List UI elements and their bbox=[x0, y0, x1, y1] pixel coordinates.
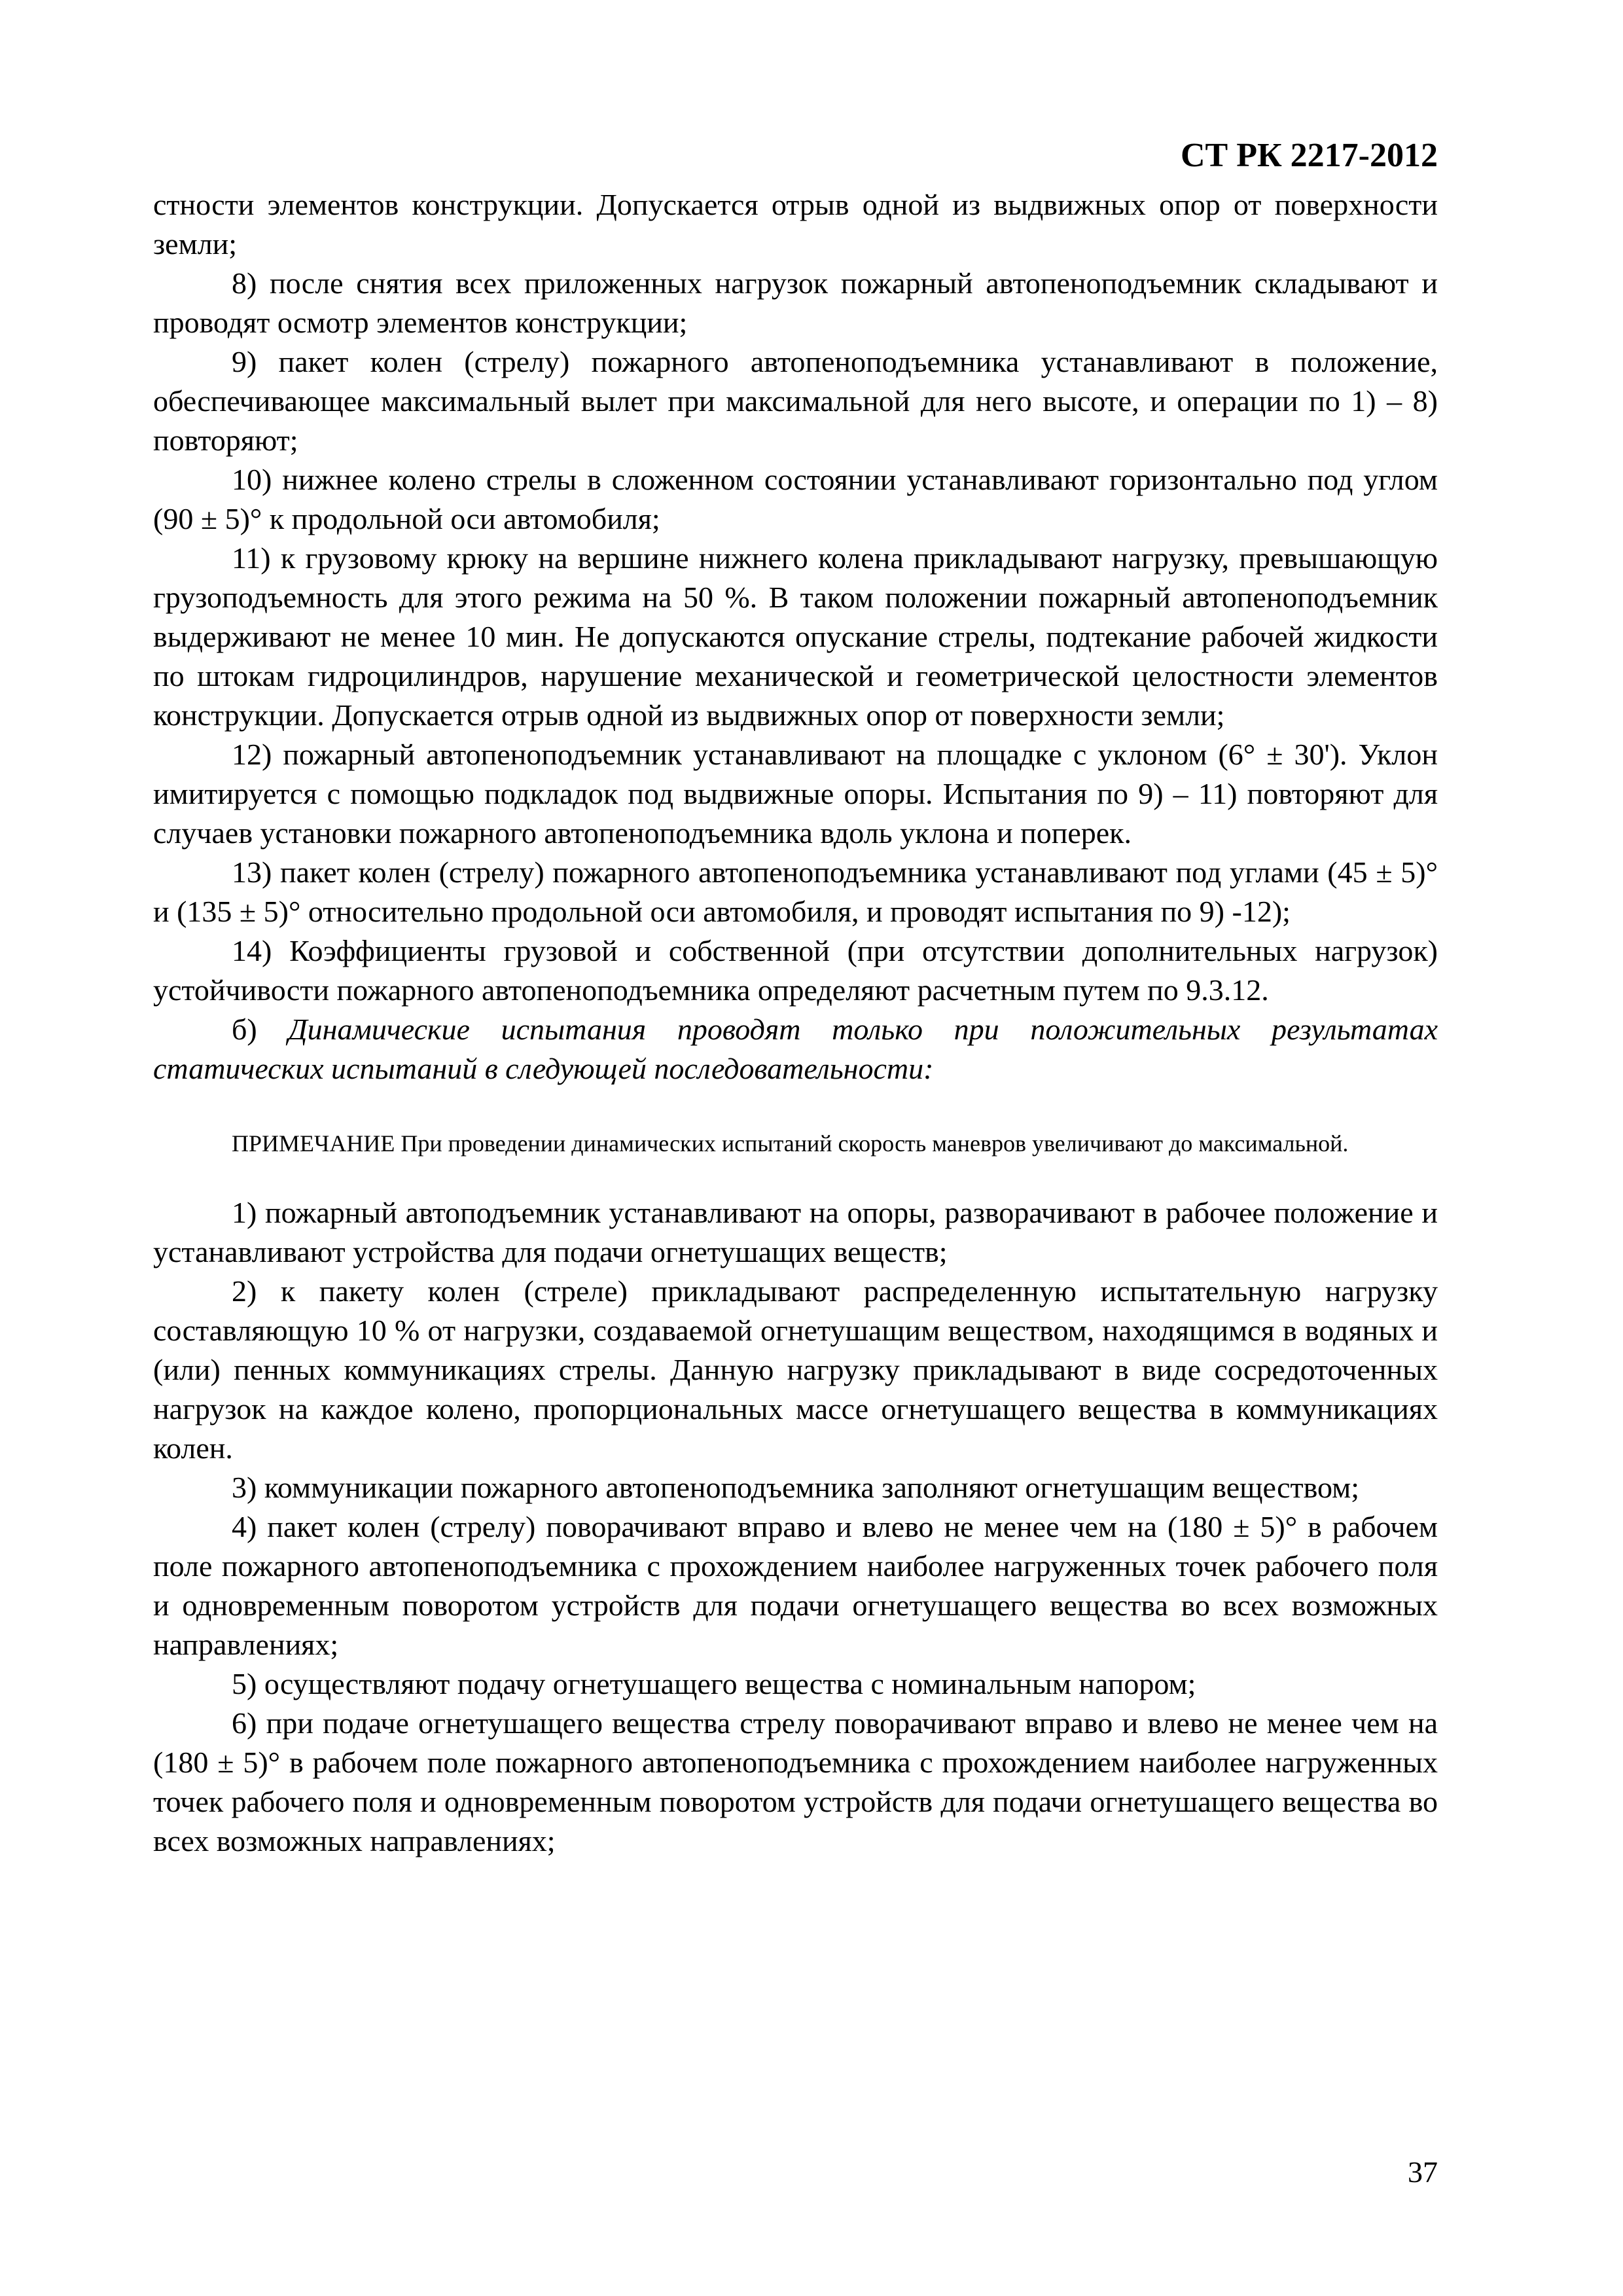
section-b-italic-text: Динамические испытания проводят только при положительных результатах статических испытаний в следующей последовательности: bbox=[153, 1013, 1438, 1085]
dynamic-item-5: 5) осуществляют подачу огнетушащего вещества с номинальным напором; bbox=[232, 1667, 1196, 1700]
page-number: 37 bbox=[1408, 2155, 1438, 2189]
dynamic-item-2: 2) к пакету колен (стреле) прикладывают распределенную испытательную нагрузку составляющую 10 % от нагрузки, создаваемой огнетушащим веществом, находящимся в водяных и (или) пенных коммуникациях стрелы. Данную нагрузку прикладывают в виде сосредоточенных нагрузок на каждое колено, пропорциональных массе огнетушащего вещества в коммуникациях колен. bbox=[153, 1274, 1438, 1465]
document-body bbox=[153, 185, 1438, 1861]
paragraph-continuation: стности элементов конструкции. Допускается отрыв одной из выдвижных опор от поверхности земли; bbox=[153, 188, 1438, 260]
list-item-14: 14) Коэффициенты грузовой и собственной (при отсутствии дополнительных нагрузок) устойчивости пожарного автопеноподъемника определяют расчетным путем по 9.3.12. bbox=[153, 934, 1438, 1007]
note-paragraph: ПРИМЕЧАНИЕ При проведении динамических испытаний скорость маневров увеличивают до максимальной. bbox=[232, 1130, 1349, 1157]
dynamic-item-1: 1) пожарный автоподъемник устанавливают на опоры, разворачивают в рабочее положение и устанавливают устройства для подачи огнетушащих веществ; bbox=[153, 1196, 1438, 1268]
list-item-9: 9) пакет колен (стрелу) пожарного автопеноподъемника устанавливают в положение, обеспечивающее максимальный вылет при максимальной для него высоте, и операции по 1) – 8) повторяют; bbox=[153, 345, 1438, 457]
dynamic-item-4: 4) пакет колен (стрелу) поворачивают вправо и влево не менее чем на (180 ± 5)° в рабочем поле пожарного автопеноподъемника с прохождением наиболее нагруженных точек рабочего поля и одновременным поворотом устройств для подачи огнетушащего вещества во всех возможных направлениях; bbox=[153, 1510, 1438, 1661]
dynamic-item-6: 6) при подаче огнетушащего вещества стрелу поворачивают вправо и влево не менее чем на (180 ± 5)° в рабочем поле пожарного автопеноподъемника с прохождением наиболее нагруженных точек рабочего поля и одновременным поворотом устройств для подачи огнетушащего вещества во всех возможных направлениях; bbox=[153, 1706, 1438, 1857]
section-b-intro bbox=[153, 1010, 1438, 1088]
list-item-8: 8) после снятия всех приложенных нагрузок пожарный автопеноподъемник складывают и проводят осмотр элементов конструкции; bbox=[153, 266, 1438, 339]
document-code-header: СТ РК 2217-2012 bbox=[1180, 137, 1438, 174]
list-item-13: 13) пакет колен (стрелу) пожарного автопеноподъемника устанавливают под углами (45 ± 5)° и (135 ± 5)° относительно продольной оси автомобиля, и проводят испытания по 9) -12); bbox=[153, 855, 1438, 928]
list-item-12: 12) пожарный автопеноподъемник устанавливают на площадке с уклоном (6° ± 30'). Уклон имитируется с помощью подкладок под выдвижные опоры. Испытания по 9) – 11) повторяют для случаев установки пожарного автопеноподъемника вдоль уклона и поперек. bbox=[153, 738, 1438, 850]
section-b-prefix: б) bbox=[232, 1013, 289, 1046]
dynamic-item-3: 3) коммуникации пожарного автопеноподъемника заполняют огнетушащим веществом; bbox=[232, 1471, 1360, 1504]
list-item-11: 11) к грузовому крюку на вершине нижнего колена прикладывают нагрузку, превышающую грузоподъемность для этого режима на 50 %. В таком положении пожарный автопеноподъемник выдерживают не менее 10 мин. Не допускаются опускание стрелы, подтекание рабочей жидкости по штокам гидроцилиндров, нарушение механической и геометрической целостности элементов конструкции. Допускается отрыв одной из выдвижных опор от поверхности земли; bbox=[153, 541, 1438, 732]
list-item-10: 10) нижнее колено стрелы в сложенном состоянии устанавливают горизонтально под углом (90 ± 5)° к продольной оси автомобиля; bbox=[153, 463, 1438, 535]
